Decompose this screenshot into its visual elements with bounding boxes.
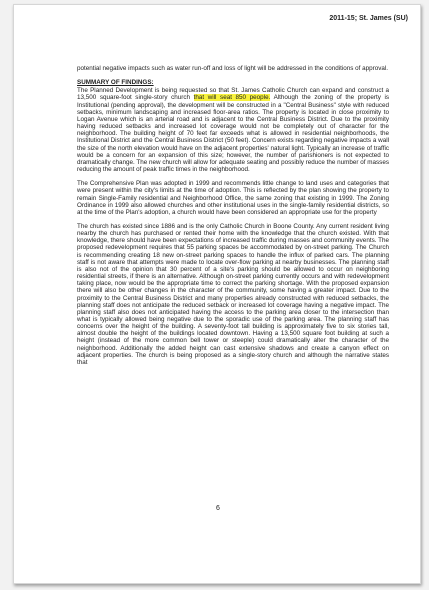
page-content xyxy=(77,65,389,373)
document-page xyxy=(13,4,421,584)
church-history-paragraph: The church has existed since 1886 and is the only Catholic Church in Boone County. Any current resident living nearby the church has purchased or rented their home with the knowledge that the church existed. With that knowledge, there should have been expectations of increased traffic during masses and community events. The proposed redevelopment requires that 55 parking spaces be accommodated by on-street parking. The Church is recommending creating 18 new on-street parking spaces to handle the influx of parked cars. The planning staff is not aware that attempts were made to locate over-flow parking at nearby businesses. The planning staff is also not of the opinion that 30 percent of a site's parking should be allowed to occur on neighboring residential streets, if there is an alternative. Although on-street parking currently occurs and with redevelopment taking place, now would be the appropriate time to correct the parking shortage. With the proposed expansion there will also be other changes in the character of the community, some having a greater impact. Due to the proximity to the Central Business District and many properties already constructed with reduced setbacks, the planning staff does not anticipate the reduced setback or increased lot coverage having a negative impact. The planning staff also does not anticipated having the access to the parking area closer to the intersection than what is typically allowed being negative due to the sporadic use of the parking area. The planning staff has concerns over the height of the building. A seventy-foot tall building is approximately five to six stories tall, almost double the height of the buildings located downtown. Having a 13,500 square foot building at such a height (instead of the more common bell tower or steeple) could dramatically alter the character of the neighborhood. Additionally the added height can cast extensive shadows and create a canyon effect on adjacent properties. The church is being proposed as a single-story church and although the narrative states that xyxy=(77,222,389,366)
intro-paragraph: potential negative impacts such as water run-off and loss of light will be addressed in the conditions of approval. xyxy=(77,65,389,72)
highlighted-text: that will seat 850 people. xyxy=(193,94,271,102)
summary-heading: SUMMARY OF FINDINGS: xyxy=(77,79,154,87)
page-header: 2011-15; St. James (SU) xyxy=(329,15,408,22)
summary-text-end: Although the zoning of the property is Institutional (pending approval), the development will be constructed in a "Central Business" style with reduced setbacks, minimum landscaping and increased floor-area ratios. The property is located in close proximity to Logan Avenue which is an arterial road and is adjacent to the Central Business District. Due to the proximity having reduced setbacks and increased lot coverage would not be completely out of character for the neighborhood. The building height of 70 feet far exceeds what is allowed in residential neighborhoods, the Institutional District and the Central Business District (50 feet). Concern exists regarding negative impacts a wall the size of the north elevation would have on the adjacent properties' natural light. Typically an increase of traffic would be a concern for an expansion of this size; however, the number of parishioners is not expected to dramatically change. The new church will allow for adequate seating and possibly reduce the number of masses reducing the amount of peak traffic times in the neighborhood. xyxy=(77,94,389,174)
summary-paragraph xyxy=(77,87,389,173)
page-number: 6 xyxy=(216,505,220,512)
summary-text-start: The Planned Development is being requested so that St. James Catholic Church can expand and construct a 13,500 square-foot single-story church xyxy=(77,87,389,102)
comprehensive-plan-paragraph: The Comprehensive Plan was adopted in 1999 and recommends little change to land uses and categories that were present within the city's limits at the time of adoption. This is reflected by the plan showing the property to remain Single-Family residential and Neighborhood Office, the same zoning that existing in 1999. The Zoning Ordinance in 1999 also allowed churches and other institutional uses in the single-family residential districts, so at the time of the Plan's adoption, a church would have been considered an appropriate use for the property xyxy=(77,180,389,216)
